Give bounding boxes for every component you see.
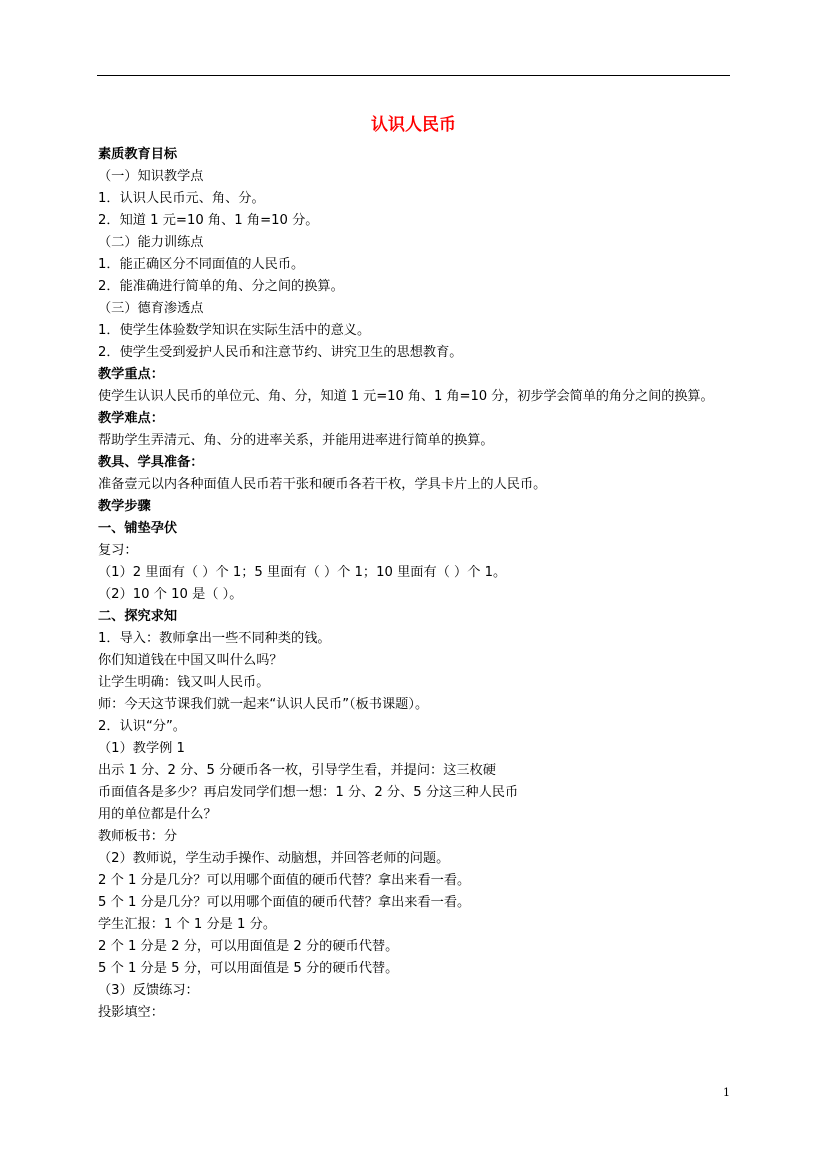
body-line: 教师板书：分	[98, 829, 178, 844]
body-line: 帮助学生弄清元、角、分的进率关系，并能用进率进行简单的换算。	[98, 433, 494, 448]
section-heading: 一、铺垫孕伏	[98, 521, 178, 536]
body-line: 1．认识人民币元、角、分。	[98, 191, 265, 206]
body-line: 2．使学生受到爱护人民币和注意节约、讲究卫生的思想教育。	[98, 345, 463, 360]
section-heading: 二、探究求知	[98, 609, 178, 624]
section-heading: 教学难点：	[98, 411, 164, 426]
body-line: （1）2 里面有（ ）个 1；5 里面有（ ）个 1；10 里面有（ ）个 1。	[98, 565, 507, 580]
body-line: 出示 1 分、2 分、5 分硬币各一枚，引导学生看，并提问：这三枚硬	[98, 763, 496, 778]
body-line: 币面值各是多少？再启发同学们想一想：1 分、2 分、5 分这三种人民币	[98, 785, 519, 800]
header-rule	[97, 75, 730, 76]
body-line: 2 个 1 分是 2 分，可以用面值是 2 分的硬币代替。	[98, 939, 399, 954]
body-line: 学生汇报：1 个 1 分是 1 分。	[98, 917, 277, 932]
body-line: 你们知道钱在中国又叫什么吗？	[98, 653, 283, 668]
document-body	[98, 144, 733, 1024]
body-line: 2．知道 1 元=10 角、1 角=10 分。	[98, 213, 319, 228]
body-line: （1）教学例 1	[98, 741, 185, 756]
body-line: 师：今天这节课我们就一起来“认识人民币”（板书课题）。	[98, 697, 429, 712]
section-heading: 教具、学具准备：	[98, 455, 204, 470]
body-line: （2）10 个 10 是（ ）。	[98, 587, 243, 602]
body-line: 让学生明确：钱又叫人民币。	[98, 675, 270, 690]
body-line: 1．能正确区分不同面值的人民币。	[98, 257, 305, 272]
body-line: 使学生认识人民币的单位元、角、分，知道 1 元=10 角、1 角=10 分，初步学会简单的角分之间的换算。	[98, 389, 714, 404]
body-line: 2．认识“分”。	[98, 719, 186, 734]
page-number: 1	[723, 1086, 730, 1099]
body-line: 2 个 1 分是几分？可以用哪个面值的硬币代替？拿出来看一看。	[98, 873, 471, 888]
body-line: 准备壹元以内各种面值人民币若干张和硬币各若干枚，学具卡片上的人民币。	[98, 477, 547, 492]
document-title: 认识人民币	[371, 115, 456, 135]
body-line: 1．使学生体验数学知识在实际生活中的意义。	[98, 323, 371, 338]
section-heading: 教学步骤	[98, 499, 151, 514]
body-line: 复习：	[98, 543, 138, 558]
body-line: 投影填空：	[98, 1005, 164, 1020]
body-line: （2）教师说，学生动手操作、动脑想，并回答老师的问题。	[98, 851, 450, 866]
body-line: 2．能准确进行简单的角、分之间的换算。	[98, 279, 344, 294]
body-line: （一）知识教学点	[98, 169, 204, 184]
body-line: （二）能力训练点	[98, 235, 204, 250]
section-heading: 教学重点：	[98, 367, 164, 382]
section-heading: 素质教育目标	[98, 147, 178, 162]
body-line: 用的单位都是什么？	[98, 807, 217, 822]
body-line: （三）德育渗透点	[98, 301, 204, 316]
body-line: 5 个 1 分是 5 分，可以用面值是 5 分的硬币代替。	[98, 961, 399, 976]
body-line: 5 个 1 分是几分？可以用哪个面值的硬币代替？拿出来看一看。	[98, 895, 471, 910]
body-line: （3）反馈练习：	[98, 983, 199, 998]
body-line: 1．导入：教师拿出一些不同种类的钱。	[98, 631, 331, 646]
